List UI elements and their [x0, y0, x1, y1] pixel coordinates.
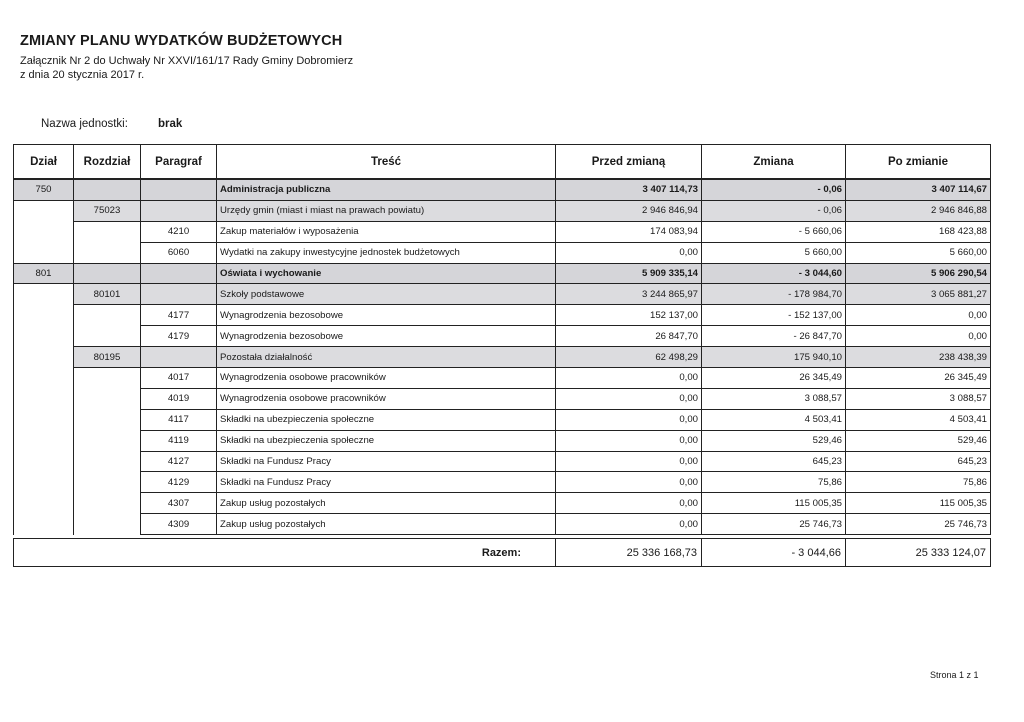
cell-paragraf: 4307 — [141, 493, 217, 514]
cell-przed-zmiana: 3 407 114,73 — [556, 179, 702, 200]
cell-po-zmianie: 75,86 — [846, 472, 991, 493]
cell-zmiana: - 152 137,00 — [702, 305, 846, 326]
cell-rozdzial — [74, 472, 141, 493]
cell-zmiana: 3 088,57 — [702, 388, 846, 409]
cell-przed-zmiana: 0,00 — [556, 514, 702, 535]
cell-paragraf — [141, 284, 217, 305]
cell-tresc: Składki na Fundusz Pracy — [217, 472, 556, 493]
total-po-zmianie: 25 333 124,07 — [846, 539, 991, 567]
rozdzial-row — [14, 200, 991, 221]
cell-po-zmianie: 5 660,00 — [846, 242, 991, 263]
cell-tresc: Wynagrodzenia bezosobowe — [217, 305, 556, 326]
cell-rozdzial — [74, 430, 141, 451]
cell-dzial — [14, 221, 74, 242]
cell-dzial — [14, 347, 74, 368]
cell-tresc: Zakup materiałów i wyposażenia — [217, 221, 556, 242]
cell-paragraf — [141, 347, 217, 368]
cell-po-zmianie: 529,46 — [846, 430, 991, 451]
paragraf-row — [14, 368, 991, 389]
cell-po-zmianie: 3 407 114,67 — [846, 179, 991, 200]
cell-rozdzial — [74, 179, 141, 200]
cell-rozdzial — [74, 326, 141, 347]
cell-dzial — [14, 451, 74, 472]
cell-po-zmianie: 0,00 — [846, 326, 991, 347]
cell-paragraf: 4210 — [141, 221, 217, 242]
cell-po-zmianie: 238 438,39 — [846, 347, 991, 368]
cell-dzial — [14, 284, 74, 305]
cell-zmiana: - 3 044,60 — [702, 263, 846, 284]
document-title: ZMIANY PLANU WYDATKÓW BUDŻETOWYCH — [20, 33, 343, 49]
total-label: Razem: — [14, 539, 556, 567]
table-header-row — [14, 145, 991, 180]
cell-dzial — [14, 430, 74, 451]
cell-rozdzial — [74, 305, 141, 326]
table-body — [14, 179, 991, 535]
cell-rozdzial — [74, 242, 141, 263]
cell-dzial — [14, 200, 74, 221]
cell-rozdzial — [74, 514, 141, 535]
cell-dzial: 801 — [14, 263, 74, 284]
resolution-reference: Załącznik Nr 2 do Uchwały Nr XXVI/161/17 Rady Gminy Dobromierz — [20, 55, 354, 67]
cell-przed-zmiana: 0,00 — [556, 368, 702, 389]
cell-tresc: Zakup usług pozostałych — [217, 493, 556, 514]
cell-przed-zmiana: 0,00 — [556, 493, 702, 514]
cell-tresc: Składki na ubezpieczenia społeczne — [217, 409, 556, 430]
cell-rozdzial: 75023 — [74, 200, 141, 221]
cell-paragraf: 6060 — [141, 242, 217, 263]
cell-zmiana: 5 660,00 — [702, 242, 846, 263]
paragraf-row — [14, 409, 991, 430]
paragraf-row — [14, 221, 991, 242]
cell-po-zmianie: 3 088,57 — [846, 388, 991, 409]
cell-przed-zmiana: 3 244 865,97 — [556, 284, 702, 305]
cell-rozdzial: 80101 — [74, 284, 141, 305]
rozdzial-row — [14, 284, 991, 305]
cell-po-zmianie: 2 946 846,88 — [846, 200, 991, 221]
column-header-tresc: Treść — [217, 145, 556, 180]
cell-zmiana: - 0,06 — [702, 200, 846, 221]
cell-tresc: Pozostała działalność — [217, 347, 556, 368]
cell-po-zmianie: 26 345,49 — [846, 368, 991, 389]
cell-przed-zmiana: 26 847,70 — [556, 326, 702, 347]
cell-paragraf — [141, 200, 217, 221]
cell-dzial — [14, 472, 74, 493]
paragraf-row — [14, 493, 991, 514]
cell-dzial — [14, 388, 74, 409]
cell-rozdzial — [74, 221, 141, 242]
dzial-row — [14, 179, 991, 200]
cell-przed-zmiana: 174 083,94 — [556, 221, 702, 242]
cell-tresc: Składki na ubezpieczenia społeczne — [217, 430, 556, 451]
rozdzial-row — [14, 347, 991, 368]
cell-paragraf: 4119 — [141, 430, 217, 451]
cell-zmiana: 645,23 — [702, 451, 846, 472]
paragraf-row — [14, 326, 991, 347]
cell-dzial — [14, 368, 74, 389]
cell-tresc: Składki na Fundusz Pracy — [217, 451, 556, 472]
cell-dzial — [14, 493, 74, 514]
paragraf-row — [14, 451, 991, 472]
column-header-po-zmianie: Po zmianie — [846, 145, 991, 180]
cell-rozdzial — [74, 368, 141, 389]
cell-zmiana: 529,46 — [702, 430, 846, 451]
cell-przed-zmiana: 5 909 335,14 — [556, 263, 702, 284]
cell-zmiana: 4 503,41 — [702, 409, 846, 430]
paragraf-row — [14, 242, 991, 263]
cell-paragraf: 4177 — [141, 305, 217, 326]
cell-paragraf: 4117 — [141, 409, 217, 430]
cell-tresc: Oświata i wychowanie — [217, 263, 556, 284]
cell-tresc: Urzędy gmin (miast i miast na prawach powiatu) — [217, 200, 556, 221]
cell-po-zmianie: 25 746,73 — [846, 514, 991, 535]
cell-tresc: Wynagrodzenia osobowe pracowników — [217, 388, 556, 409]
cell-po-zmianie: 3 065 881,27 — [846, 284, 991, 305]
cell-rozdzial — [74, 493, 141, 514]
column-header-zmiana: Zmiana — [702, 145, 846, 180]
cell-tresc: Wynagrodzenia bezosobowe — [217, 326, 556, 347]
cell-dzial — [14, 514, 74, 535]
cell-paragraf: 4309 — [141, 514, 217, 535]
cell-paragraf: 4127 — [141, 451, 217, 472]
cell-przed-zmiana: 0,00 — [556, 388, 702, 409]
resolution-date: z dnia 20 stycznia 2017 r. — [20, 69, 145, 81]
cell-dzial: 750 — [14, 179, 74, 200]
cell-zmiana: 175 940,10 — [702, 347, 846, 368]
cell-zmiana: - 178 984,70 — [702, 284, 846, 305]
cell-dzial — [14, 242, 74, 263]
paragraf-row — [14, 430, 991, 451]
total-zmiana: - 3 044,66 — [702, 539, 846, 567]
budget-table — [13, 144, 991, 535]
dzial-row — [14, 263, 991, 284]
cell-zmiana: - 0,06 — [702, 179, 846, 200]
cell-tresc: Wydatki na zakupy inwestycyjne jednostek budżetowych — [217, 242, 556, 263]
cell-paragraf: 4179 — [141, 326, 217, 347]
total-row — [14, 539, 991, 567]
cell-zmiana: - 26 847,70 — [702, 326, 846, 347]
total-table — [13, 538, 991, 567]
cell-po-zmianie: 645,23 — [846, 451, 991, 472]
cell-po-zmianie: 0,00 — [846, 305, 991, 326]
cell-tresc: Wynagrodzenia osobowe pracowników — [217, 368, 556, 389]
cell-przed-zmiana: 62 498,29 — [556, 347, 702, 368]
cell-rozdzial — [74, 451, 141, 472]
cell-przed-zmiana: 0,00 — [556, 409, 702, 430]
cell-przed-zmiana: 152 137,00 — [556, 305, 702, 326]
cell-tresc: Administracja publiczna — [217, 179, 556, 200]
cell-paragraf — [141, 263, 217, 284]
column-header-rozdzial: Rozdział — [74, 145, 141, 180]
cell-rozdzial — [74, 409, 141, 430]
cell-tresc: Zakup usług pozostałych — [217, 514, 556, 535]
column-header-dzial: Dział — [14, 145, 74, 180]
cell-dzial — [14, 305, 74, 326]
cell-paragraf: 4129 — [141, 472, 217, 493]
column-header-przed-zmiana: Przed zmianą — [556, 145, 702, 180]
cell-paragraf — [141, 179, 217, 200]
cell-dzial — [14, 409, 74, 430]
cell-przed-zmiana: 2 946 846,94 — [556, 200, 702, 221]
cell-po-zmianie: 5 906 290,54 — [846, 263, 991, 284]
cell-przed-zmiana: 0,00 — [556, 472, 702, 493]
cell-zmiana: 75,86 — [702, 472, 846, 493]
column-header-paragraf: Paragraf — [141, 145, 217, 180]
cell-zmiana: 115 005,35 — [702, 493, 846, 514]
cell-paragraf: 4017 — [141, 368, 217, 389]
page-number: Strona 1 z 1 — [930, 670, 979, 680]
paragraf-row — [14, 388, 991, 409]
unit-name-value: brak — [158, 118, 183, 130]
paragraf-row — [14, 514, 991, 535]
cell-po-zmianie: 168 423,88 — [846, 221, 991, 242]
cell-po-zmianie: 115 005,35 — [846, 493, 991, 514]
cell-przed-zmiana: 0,00 — [556, 451, 702, 472]
cell-tresc: Szkoły podstawowe — [217, 284, 556, 305]
cell-zmiana: 25 746,73 — [702, 514, 846, 535]
paragraf-row — [14, 305, 991, 326]
cell-po-zmianie: 4 503,41 — [846, 409, 991, 430]
cell-przed-zmiana: 0,00 — [556, 430, 702, 451]
cell-dzial — [14, 326, 74, 347]
paragraf-row — [14, 472, 991, 493]
cell-paragraf: 4019 — [141, 388, 217, 409]
total-przed-zmiana: 25 336 168,73 — [556, 539, 702, 567]
cell-rozdzial — [74, 263, 141, 284]
cell-rozdzial — [74, 388, 141, 409]
cell-rozdzial: 80195 — [74, 347, 141, 368]
cell-przed-zmiana: 0,00 — [556, 242, 702, 263]
cell-zmiana: 26 345,49 — [702, 368, 846, 389]
cell-zmiana: - 5 660,06 — [702, 221, 846, 242]
unit-name-label: Nazwa jednostki: — [41, 118, 128, 130]
